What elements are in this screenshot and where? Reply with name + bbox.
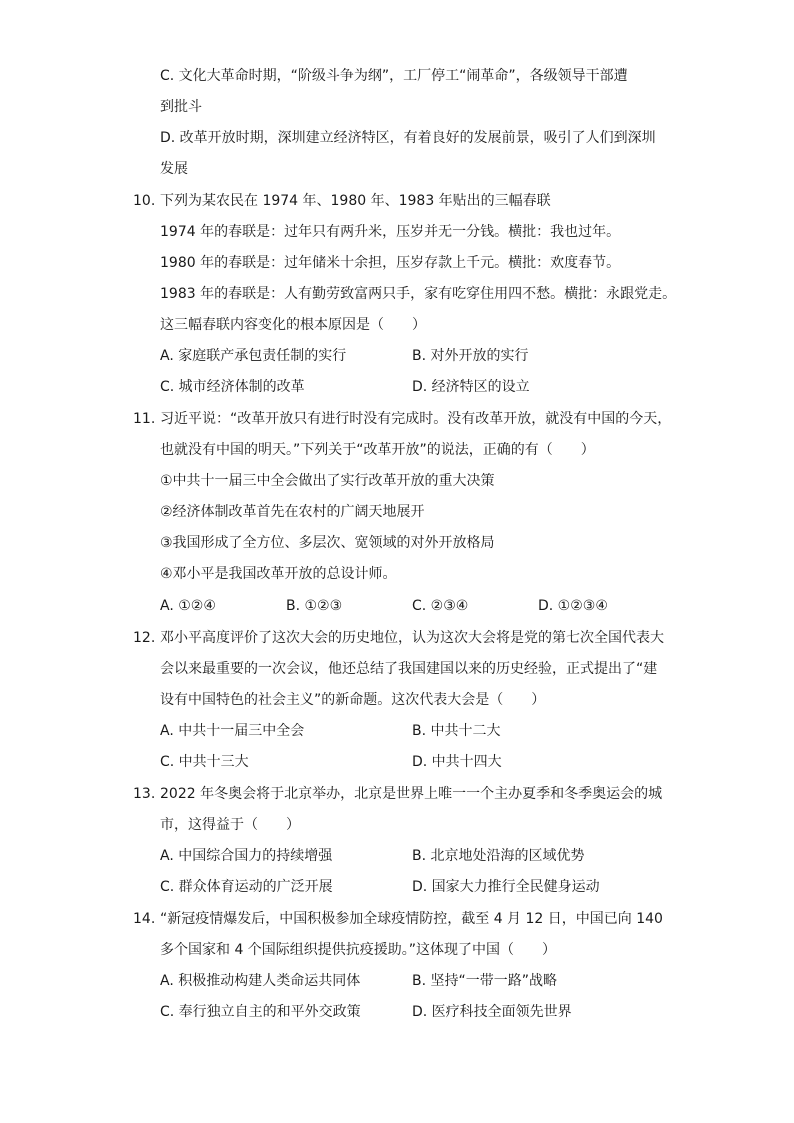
q10-couplet-1983: 1983 年的春联是：人有勤劳致富两只手，家有吃穿住用四不愁。横批：永跟党走。	[160, 286, 677, 302]
q11-statement-2: ②经济体制改革首先在农村的广阔天地展开	[160, 504, 425, 520]
q14-option-b[interactable]: B. 坚持“一带一路”战略	[412, 973, 558, 989]
q13-number: 13.	[133, 786, 156, 802]
q10-question: 这三幅春联内容变化的根本原因是（ ）	[160, 317, 426, 333]
q12-option-c[interactable]: C. 中共十三大	[160, 754, 249, 770]
q12-number: 12.	[133, 630, 156, 646]
q10-option-c[interactable]: C. 城市经济体制的改革	[160, 379, 305, 395]
q11-stem-line1: 习近平说：“改革开放只有进行时没有完成时。没有改革开放，就没有中国的今天，	[160, 411, 672, 427]
q14-stem-line1: “新冠疫情爆发后，中国积极参加全球疫情防控，截至 4 月 12 日，中国已向 140	[160, 911, 663, 927]
q10-number: 10.	[133, 193, 156, 209]
q13-stem-line1: 2022 年冬奥会将于北京举办，北京是世界上唯一一个主办夏季和冬季奥运会的城	[160, 786, 663, 802]
q11-option-d[interactable]: D. ①②③④	[538, 598, 608, 614]
q9-option-d-line1: D. 改革开放时期，深圳建立经济特区，有着良好的发展前景，吸引了人们到深圳	[160, 130, 656, 146]
q13-stem-line2: 市，这得益于（ ）	[160, 817, 300, 833]
q14-option-d[interactable]: D. 医疗科技全面领先世界	[412, 1004, 572, 1020]
q14-number: 14.	[133, 911, 156, 927]
q13-option-c[interactable]: C. 群众体育运动的广泛开展	[160, 879, 333, 895]
q11-number: 11.	[133, 411, 156, 427]
q12-option-d[interactable]: D. 中共十四大	[412, 754, 502, 770]
q10-couplet-1980: 1980 年的春联是：过年储米十余担，压岁存款上千元。横批：欢度春节。	[160, 255, 621, 271]
q11-statement-3: ③我国形成了全方位、多层次、宽领域的对外开放格局	[160, 535, 495, 551]
q11-statement-4: ④邓小平是我国改革开放的总设计师。	[160, 566, 397, 582]
q9-option-d-line2: 发展	[160, 161, 188, 177]
q12-option-a[interactable]: A. 中共十一届三中全会	[160, 723, 305, 739]
q13-option-b[interactable]: B. 北京地处沿海的区域优势	[412, 848, 585, 864]
q10-option-d[interactable]: D. 经济特区的设立	[412, 379, 530, 395]
q11-statement-1: ①中共十一届三中全会做出了实行改革开放的重大决策	[160, 473, 495, 489]
q9-option-c-line2: 到批斗	[160, 99, 202, 115]
q10-stem: 下列为某农民在 1974 年、1980 年、1983 年贴出的三幅春联	[160, 193, 551, 209]
q12-stem-line1: 邓小平高度评价了这次大会的历史地位，认为这次大会将是党的第七次全国代表大	[160, 630, 664, 646]
q14-option-c[interactable]: C. 奉行独立自主的和平外交政策	[160, 1004, 361, 1020]
q12-stem-line3: 设有中国特色的社会主义”的新命题。这次代表大会是（ ）	[160, 692, 546, 708]
q11-option-b[interactable]: B. ①②③	[286, 598, 343, 614]
q10-option-b[interactable]: B. 对外开放的实行	[412, 348, 529, 364]
q13-option-d[interactable]: D. 国家大力推行全民健身运动	[412, 879, 600, 895]
q11-stem-line2: 也就没有中国的明天。”下列关于“改革开放”的说法，正确的有（ ）	[160, 442, 595, 458]
q11-option-c[interactable]: C. ②③④	[412, 598, 469, 614]
q10-option-a[interactable]: A. 家庭联产承包责任制的实行	[160, 348, 347, 364]
q13-option-a[interactable]: A. 中国综合国力的持续增强	[160, 848, 333, 864]
q12-stem-line2: 会以来最重要的一次会议，他还总结了我国建国以来的历史经验，正式提出了“建	[160, 661, 658, 677]
q14-stem-line2: 多个国家和 4 个国际组织提供抗疫援助。”这体现了中国（ ）	[160, 942, 557, 958]
q11-option-a[interactable]: A. ①②④	[160, 598, 216, 614]
q14-option-a[interactable]: A. 积极推动构建人类命运共同体	[160, 973, 361, 989]
q10-couplet-1974: 1974 年的春联是：过年只有两升米，压岁并无一分钱。横批：我也过年。	[160, 224, 621, 240]
q9-option-c-line1: C. 文化大革命时期，“阶级斗争为纲”，工厂停工“闹革命”，各级领导干部遭	[160, 68, 628, 84]
q12-option-b[interactable]: B. 中共十二大	[412, 723, 501, 739]
